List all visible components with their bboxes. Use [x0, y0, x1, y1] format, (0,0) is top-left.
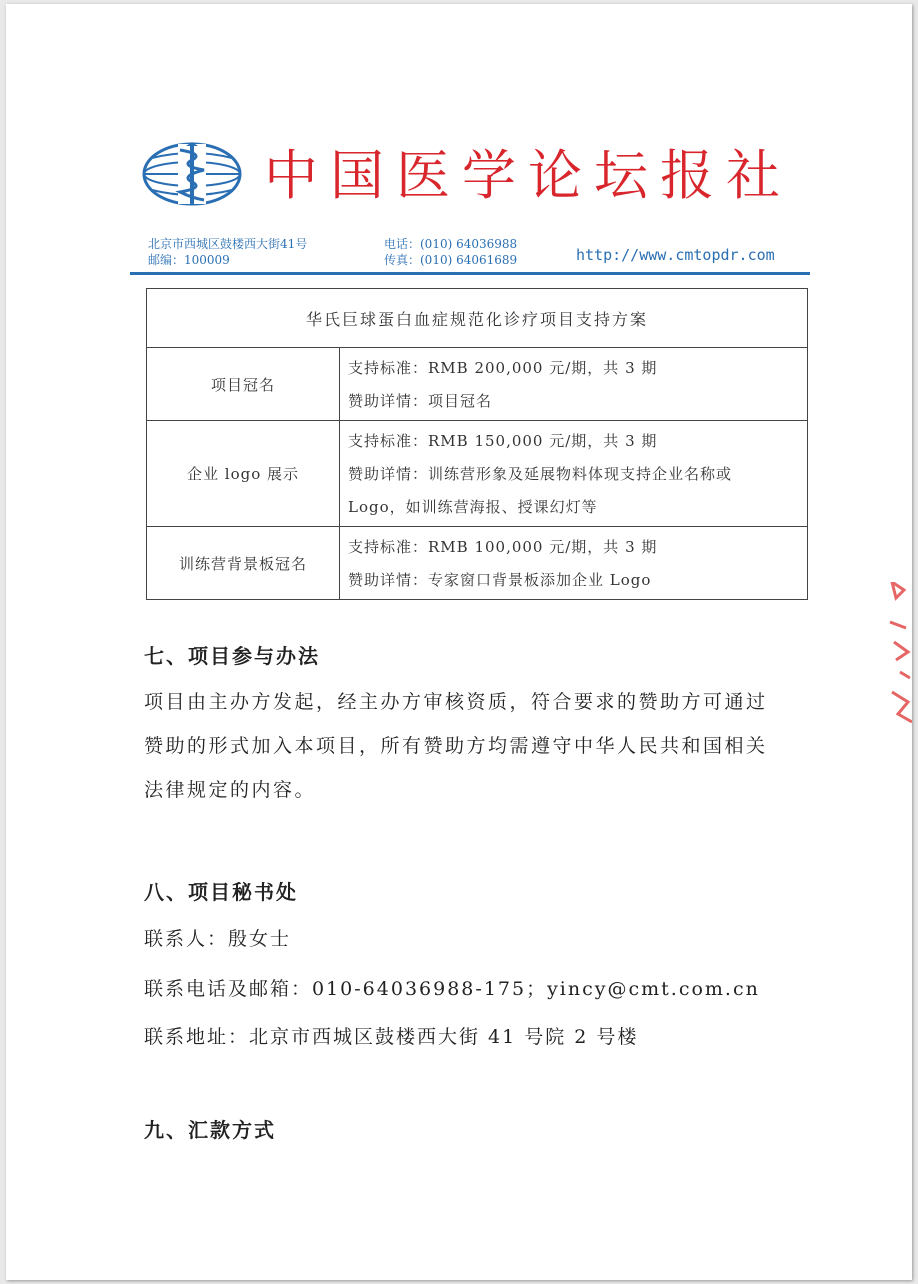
row-detail [340, 527, 808, 600]
document-page [6, 4, 912, 1280]
section-heading-secretariat: 八、项目秘书处 [144, 880, 298, 904]
detail-line: 支持标准：RMB 200,000 元/期，共 3 期 [348, 359, 658, 377]
org-website-link[interactable]: http://www.cmtopdr.com [576, 246, 775, 264]
table-row [147, 348, 808, 421]
row-name-backdrop-sponsor: 训练营背景板冠名 [147, 527, 340, 600]
row-detail [340, 348, 808, 421]
org-phone: 电话：(010) 64036988 [384, 237, 518, 251]
sponsorship-table [146, 288, 808, 600]
detail-line: 支持标准：RMB 150,000 元/期，共 3 期 [348, 432, 658, 450]
row-name-logo-display: 企业 logo 展示 [147, 421, 340, 527]
participation-paragraph: 项目由主办方发起，经主办方审核资质，符合要求的赞助方可通过赞助的形式加入本项目，所有赞助方均需遵守中华人民共和国相关法律规定的内容。 [144, 691, 768, 801]
contact-phone-email: 联系电话及邮箱：010-64036988-175；yincy@cmt.com.cn [144, 978, 760, 1000]
table-row [147, 421, 808, 527]
section-heading-participation: 七、项目参与办法 [144, 644, 320, 668]
detail-line: Logo，如训练营海报、授课幻灯等 [348, 498, 598, 516]
contact-address: 联系地址：北京市西城区鼓楼西大街 41 号院 2 号楼 [144, 1026, 639, 1048]
table-title: 华氏巨球蛋白血症规范化诊疗项目支持方案 [147, 289, 808, 348]
table-row [147, 527, 808, 600]
detail-line: 赞助详情：专家窗口背景板添加企业 Logo [348, 571, 652, 589]
org-address: 北京市西城区鼓楼西大街41号 [148, 237, 308, 251]
red-seal-fragment [886, 582, 912, 732]
org-fax: 传真：(010) 64061689 [384, 253, 518, 267]
row-detail [340, 421, 808, 527]
org-name: 中国医学论坛报社 [264, 144, 792, 207]
caduceus-globe-icon [142, 140, 250, 208]
row-name-title-sponsor: 项目冠名 [147, 348, 340, 421]
section-heading-remittance: 九、汇款方式 [144, 1118, 276, 1142]
letterhead-divider [130, 272, 810, 275]
detail-line: 赞助详情：项目冠名 [348, 392, 493, 410]
detail-line: 赞助详情：训练营形象及延展物料体现支持企业名称或 [348, 465, 733, 483]
contact-person: 联系人：殷女士 [144, 928, 292, 950]
detail-line: 支持标准：RMB 100,000 元/期，共 3 期 [348, 538, 658, 556]
org-postcode: 邮编：100009 [148, 253, 230, 267]
